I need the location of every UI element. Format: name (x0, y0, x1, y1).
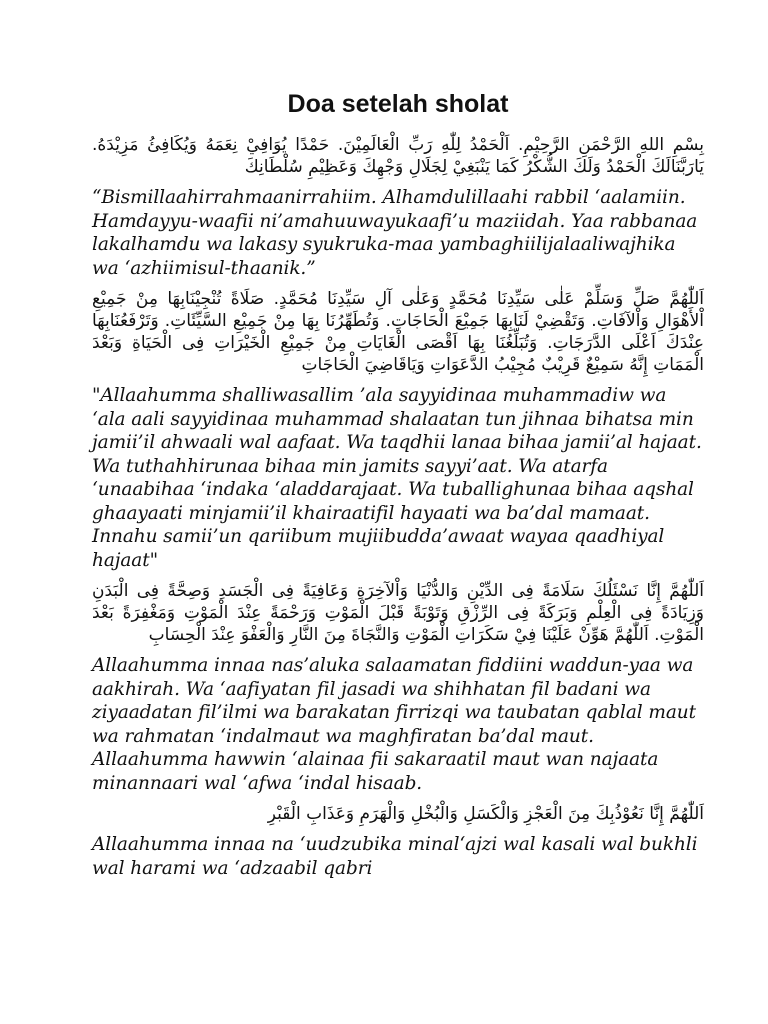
arabic-text: اَللّٰهُمَّ إِنَّا نَسْئَلُكَ سَلَامَةً فِى الدِّيْنِ وَالدُّنْيَا وَاْلآخِرَةِ وَعَافِيَةً فِى الْجَسَدِ وَصِحَّةً فِى الْبَدَنِ وَزِيَادَةً فِى الْعِلْمِ وَبَرَكَةً فِى الرِّزْقِ وَتَوْبَةً قَبْلَ الْمَوْتِ وَرَحْمَةً عِنْدَ الْمَوْتِ وَمَغْفِرَةً بَعْدَ الْمَوْتِ. اَللّٰهُمَّ هَوِّنْ عَلَيْنَا فِيْ سَكَرَاتِ الْمَوْتِ وَالنَّجَاةَ مِنَ النَّارِ وَالْعَفْوَ عِنْدَ الْحِسَابِ (92, 581, 704, 645)
arabic-text: اَللّٰهُمَّ إِنَّا نَعُوْذُبِكَ مِنَ الْعَجْزِ وَالْكَسَلِ وَالْبُخْلِ وَالْهَرَمِ وَعَذَابِ الْقَبْرِ (267, 804, 704, 824)
prayer-section-shalawat (92, 288, 704, 572)
transliteration-text: Allaahumma innaa nas’aluka salaamatan fiddiini waddun-yaa wa aakhirah. Wa ‘aafiyatan fil jasadi wa shihhatan fil badani wa ziyaadatan fil’ilmi wa barakatan firrizqi wa taubatan qablal maut wa rahmatan ‘indalmaut wa maghfiratan ba’dal maut. Allaahumma hawwin ‘alainaa fii sakaraatil maut wan najaata minannaari wal ‘afwa ‘indal hisaab. (92, 655, 696, 794)
document-title: Doa setelah sholat (287, 90, 509, 118)
transliteration-text: Allaahumma innaa na ‘uudzubika minal‘ajzi wal kasali wal bukhli wal harami wa ‘adzaabil qabri (92, 834, 698, 879)
prayer-section-opening (92, 134, 704, 280)
document-page (92, 88, 704, 888)
arabic-text: اَللّٰهُمَّ صَلِّ وَسَلِّمْ عَلٰى سَيِّدِنَا مُحَمَّدٍ وَعَلٰى آلِ سَيِّدِنَا مُحَمَّدٍ. صَلَاةً تُنْجِيْنَابِهَا مِنْ جَمِيْعِ اْلأَهْوَالِ وَاْلآفَاتِ. وَتَقْضِيْ لَنَابِهَا جَمِيْعَ الْحَاجَاتِ. وَتُطَهِّرُنَا بِهَا مِنْ جَمِيْعِ السَّيِّئَاتِ. وَتَرْفَعُنَابِهَا عِنْدَكَ اَعْلَى الدَّرَجَاتِ. وَتُبَلِّغُنَا بِهَا اَقْصَى الْغَايَاتِ مِنْ جَمِيْعِ الْخَيْرَاتِ فِى الْحَيَاةِ وَبَعْدَ الْمَمَاتِ إِنَّهُ سَمِيْعٌ قَرِيْبٌ مُجِيْبُ الدَّعَوَاتِ وَيَاقَاضِيَ الْحَاجَاتِ (92, 289, 704, 375)
prayer-section-salamatan (92, 580, 704, 795)
transliteration-text: "Allaahumma shalliwasallim ’ala sayyidinaa muhammadiw wa ‘ala aali sayyidinaa muhammad shalaatan tun jihnaa bihatsa min jamii’il ahwaali wal aafaat. Wa taqdhii lanaa bihaa jamii’al hajaat. Wa tuthahhirunaa bihaa min jamits sayyi’aat. Wa atarfa ‘unaabihaa ‘indaka ‘aladdarajaat. Wa tuballighunaa bihaa aqshal ghaayaati minjamii’il khairaatifil hayaati wa ba’dal mamaat. Innahu samii’un qariibum mujiibudda’awaat wayaa qaadhiyal hajaat" (92, 385, 702, 571)
prayer-section-protection (92, 803, 704, 880)
arabic-text: بِسْمِ اللهِ الرَّحْمَنِ الرَّحِيْمِ. اَلْحَمْدُ لِلّٰهِ رَبِّ الْعَالَمِيْنَ. حَمْدًا يُوَافِيْ نِعَمَهُ وَيُكَافِئُ مَزِيْدَهُ. يَارَبَّنَالَكَ الْحَمْدُ وَلَكَ الشُّكْرُ كَمَا يَنْبَغِيْ لِجَلَالِ وَجْهِكَ وَعَظِيْمِ سُلْطَانِكَ (92, 135, 704, 177)
transliteration-text: “Bismillaahirrahmaanirrahiim. Alhamdulillaahi rabbil ‘aalamiin. Hamdayyu-waafii ni’amahuuwayukaafi’u maziidah. Yaa rabbanaa lakalhamdu wa lakasy syukruka-maa yambaghiilijalaaliwajhika wa ‘azhiimisul-thaanik.” (92, 187, 698, 279)
